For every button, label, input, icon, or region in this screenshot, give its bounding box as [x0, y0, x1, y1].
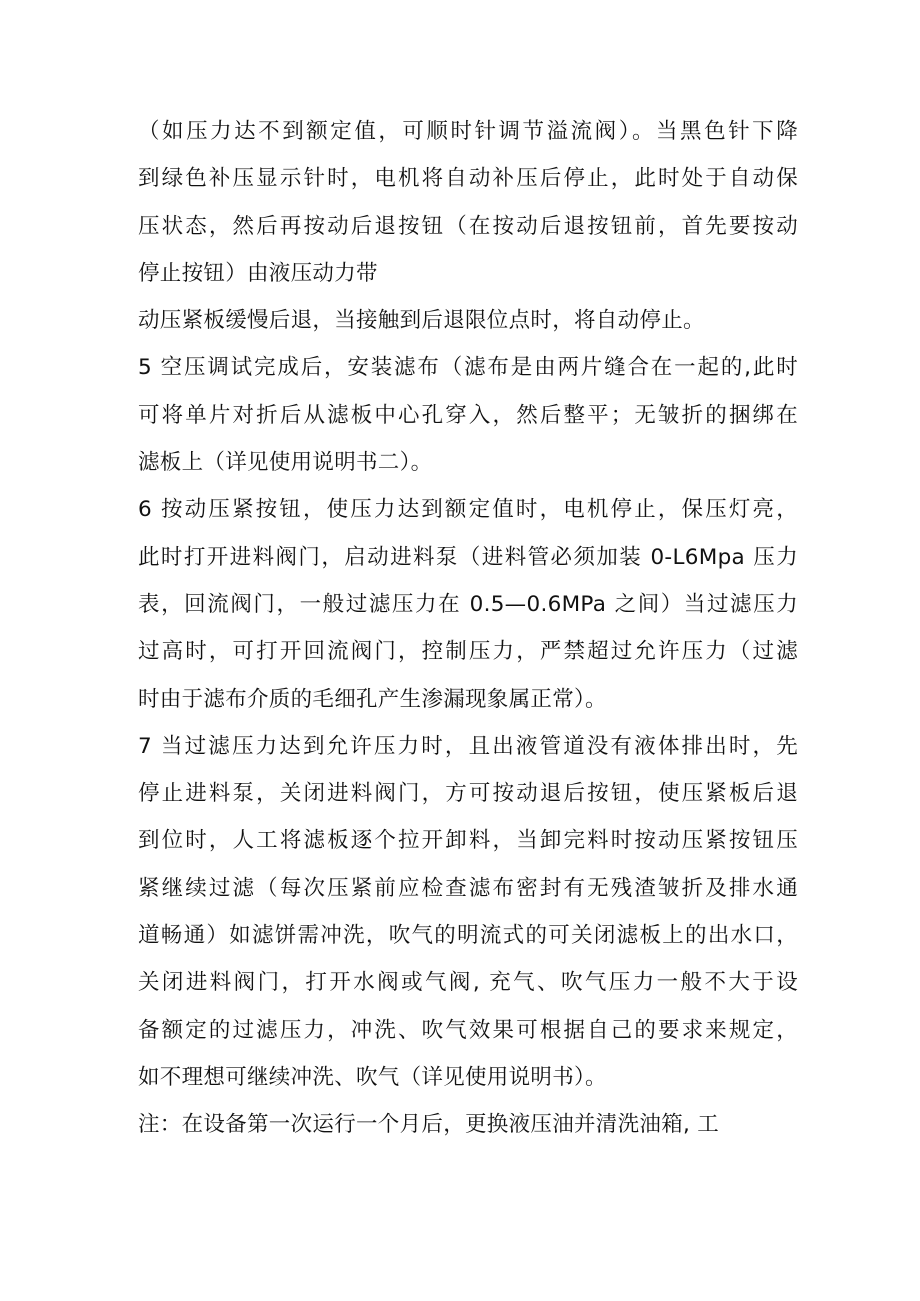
text-line: 6 按动压紧按钮，使压力达到额定值时，电机停止，保压灯亮， — [138, 497, 798, 523]
text-line: 过高时，可打开回流阀门，控制压力，严禁超过允许压力（过滤 — [138, 639, 798, 665]
text-line: 如不理想可继续冲洗、吹气（详见使用说明书）。 — [138, 1064, 607, 1090]
text-line: （如压力达不到额定值，可顺时针调节溢流阀）。当黑色针下降 — [138, 119, 798, 144]
text-line: 关闭进料阀门，打开水阀或气阀, 充气、吹气压力一般不大于设 — [138, 970, 798, 996]
text-line: 停止按钮）由液压动力带 — [138, 260, 378, 286]
text-line: 表，回流阀门，一般过滤压力在 0.5—0.6MPa 之间）当过滤压力 — [138, 591, 798, 617]
text-line: 可将单片对折后从滤板中心孔穿入，然后整平；无皱折的捆绑在 — [138, 402, 798, 428]
text-line: 此时打开进料阀门，启动进料泵（进料管必须加装 0-L6Mpa 压力 — [138, 544, 798, 570]
text-line: 滤板上（详见使用说明书二）。 — [138, 450, 433, 476]
text-line: 停止进料泵，关闭进料阀门，方可按动退后按钮，使压紧板后退 — [138, 781, 798, 807]
text-line: 注：在设备第一次运行一个月后，更换液压油并清洗油箱, 工 — [138, 1112, 720, 1138]
text-line: 到绿色补压显示针时，电机将自动补压后停止，此时处于自动保 — [138, 166, 798, 192]
text-line: 到位时，人工将滤板逐个拉开卸料，当卸完料时按动压紧按钮压 — [138, 828, 798, 854]
text-line: 7 当过滤压力达到允许压力时，且出液管道没有液体排出时，先 — [138, 733, 798, 759]
text-line: 备额定的过滤压力，冲洗、吹气效果可根据自己的要求来规定， — [138, 1017, 798, 1043]
text-line: 紧继续过滤（每次压紧前应检查滤布密封有无残渣皱折及排水通 — [138, 875, 798, 901]
text-line: 道畅通）如滤饼需冲洗，吹气的明流式的可关闭滤板上的出水口， — [138, 923, 798, 949]
text-line: 时由于滤布介质的毛细孔产生渗漏现象属正常）。 — [138, 686, 607, 712]
text-line: 动压紧板缓慢后退，当接触到后退限位点时，将自动停止。 — [138, 308, 705, 334]
text-line: 5 空压调试完成后，安装滤布（滤布是由两片缝合在一起的,此时 — [138, 355, 798, 381]
text-line: 压状态，然后再按动后退按钮（在按动后退按钮前，首先要按动 — [138, 213, 798, 239]
body-text — [138, 108, 798, 1149]
